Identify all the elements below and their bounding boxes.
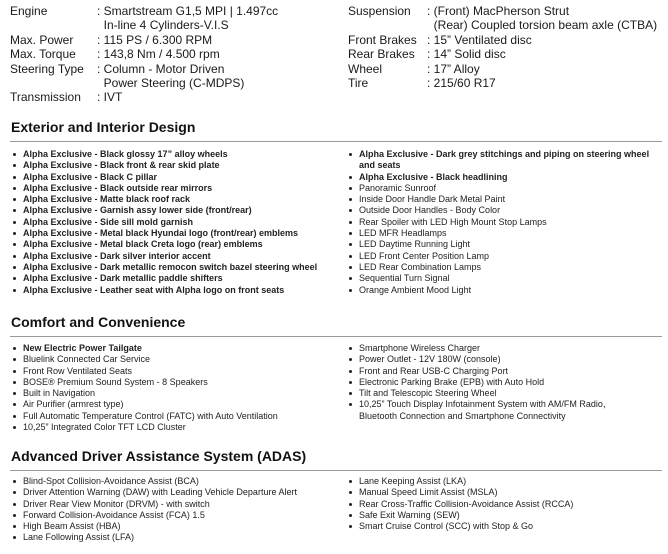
list-item-text: Air Purifier (armrest type) [23, 399, 124, 410]
list-item-text: High Beam Assist (HBA) [23, 521, 121, 532]
section-title-comfort: Comfort and Convenience [11, 314, 186, 330]
list-item [12, 149, 342, 160]
list-item-text: LED Rear Combination Lamps [359, 261, 482, 272]
list-item [348, 194, 660, 205]
list-item [348, 388, 638, 399]
list-item [348, 366, 638, 377]
list-item-text: Alpha Exclusive - Metal black Hyundai logo (front/rear) emblems [23, 228, 299, 239]
adas-list-right [348, 476, 660, 532]
spec-label [348, 18, 427, 32]
list-item [12, 172, 342, 183]
list-item [348, 239, 660, 250]
list-item [12, 273, 342, 284]
spec-label: Front Brakes [348, 32, 417, 47]
list-item-text: LED MFR Headlamps [359, 228, 447, 239]
spec-value: (Rear) Coupled torsion beam axle (CTBA) [427, 18, 658, 33]
list-item [12, 388, 342, 399]
spec-row [348, 4, 657, 18]
spec-row [348, 62, 657, 76]
list-item-text: Orange Ambient Mood Light [359, 284, 472, 295]
list-item-text: Forward Collision-Avoidance Assist (FCA) 1.5 [23, 509, 205, 520]
spec-row [10, 90, 278, 104]
spec-value: : 17” Alloy [427, 61, 480, 76]
list-item [12, 476, 342, 487]
spec-value: : Smartstream G1,5 MPI | 1.497cc [97, 4, 279, 18]
section-title-exterior: Exterior and Interior Design [11, 119, 196, 135]
list-item-text: Alpha Exclusive - Dark metallic paddle shifters [23, 273, 223, 284]
list-item [348, 285, 660, 296]
spec-label: Engine [10, 4, 48, 18]
spec-row [10, 62, 278, 76]
spec-label [10, 76, 97, 90]
list-item-text: Alpha Exclusive - Metal black Creta logo (rear) emblems [23, 239, 263, 250]
list-item [348, 228, 660, 239]
spec-column-right [348, 4, 657, 90]
list-item-text: Rear Spoiler with LED High Mount Stop Lamps [359, 216, 547, 227]
list-item-text: Blind-Spot Collision-Avoidance Assist (BCA) [23, 476, 199, 486]
section-divider [10, 470, 662, 471]
list-item [348, 172, 660, 183]
list-item-text: Manual Speed Limit Assist (MSLA) [359, 487, 498, 498]
list-item-text: Alpha Exclusive - Black outside rear mirrors [23, 182, 213, 193]
list-item-text: Alpha Exclusive - Dark grey stitchings and piping on steering wheel and seats [359, 149, 650, 171]
list-item-text: Alpha Exclusive - Garnish assy lower side (front/rear) [23, 205, 252, 216]
spec-row [10, 18, 278, 32]
spec-value: : (Front) MacPherson Strut [427, 4, 570, 18]
list-item-text: Driver Rear View Monitor (DRVM) - with switch [23, 498, 210, 509]
list-item-text: LED Daytime Running Light [359, 239, 471, 250]
list-item [12, 354, 342, 365]
list-item [12, 205, 342, 216]
list-item [12, 343, 342, 354]
spec-label: Steering Type [10, 61, 84, 76]
list-item-text: Full Automatic Temperature Control (FATC) with Auto Ventilation [23, 410, 278, 421]
list-item-text: Tilt and Telescopic Steering Wheel [359, 388, 497, 399]
spec-label: Max. Torque [10, 47, 76, 62]
list-item [12, 239, 342, 250]
list-item-text: Alpha Exclusive - Dark silver interior accent [23, 250, 211, 261]
section-divider [10, 336, 662, 337]
list-item-text: Smartphone Wireless Charger [359, 343, 481, 353]
list-item [12, 377, 342, 388]
comfort-list-right [348, 343, 638, 422]
list-item [348, 487, 660, 498]
section-divider [10, 141, 662, 142]
list-item [348, 343, 638, 354]
section-title-adas: Advanced Driver Assistance System (ADAS) [11, 448, 307, 464]
list-item-text: Alpha Exclusive - Dark metallic remocon switch bazel steering wheel [23, 261, 318, 272]
list-item-text: Alpha Exclusive - Black glossy 17” alloy wheels [23, 149, 228, 159]
list-item-text: Smart Cruise Control (SCC) with Stop & Go [359, 521, 534, 532]
spec-value: : Column - Motor Driven [97, 61, 225, 76]
list-item-text: Alpha Exclusive - Black front & rear skid plate [23, 160, 220, 171]
spec-value: : 215/60 R17 [427, 76, 496, 91]
spec-row [348, 18, 657, 32]
list-item [12, 228, 342, 239]
list-item [12, 532, 342, 543]
list-item [12, 366, 342, 377]
list-item [348, 262, 660, 273]
list-item [12, 262, 342, 273]
list-item-text: 10,25” Integrated Color TFT LCD Cluster [23, 422, 186, 433]
list-item [12, 285, 342, 296]
list-item [348, 399, 638, 422]
spec-value: : IVT [97, 90, 123, 105]
list-item-text: Sequential Turn Signal [359, 273, 450, 284]
list-item [348, 149, 660, 172]
spec-row [10, 33, 278, 47]
list-item-text: Alpha Exclusive - Leather seat with Alpha logo on front seats [23, 284, 285, 295]
spec-row [10, 47, 278, 61]
list-item [348, 377, 638, 388]
spec-value: : 143,8 Nm / 4.500 rpm [97, 47, 220, 62]
spec-label [10, 18, 97, 32]
list-item [12, 422, 342, 433]
list-item-text: Lane Keeping Assist (LKA) [359, 476, 467, 486]
spec-row [348, 33, 657, 47]
spec-label: Max. Power [10, 32, 74, 47]
list-item-text: Rear Cross-Traffic Collision-Avoidance Assist (RCCA) [359, 498, 574, 509]
list-item [12, 521, 342, 532]
exterior-list-left [12, 149, 342, 296]
list-item [12, 183, 342, 194]
list-item [348, 217, 660, 228]
list-item-text: Front and Rear USB-C Charging Port [359, 365, 509, 376]
list-item-text: Alpha Exclusive - Side sill mold garnish [23, 216, 194, 227]
spec-label: Transmission [10, 90, 81, 105]
list-item [12, 217, 342, 228]
list-item-text: Front Row Ventilated Seats [23, 365, 133, 376]
list-item-text: Safe Exit Warning (SEW) [359, 509, 460, 520]
list-item-text: Inside Door Handle Dark Metal Paint [359, 194, 506, 205]
list-item-text: Alpha Exclusive - Black C pillar [23, 171, 158, 182]
list-item [12, 487, 342, 498]
spec-value: : 14” Solid disc [427, 47, 506, 62]
list-item [12, 160, 342, 171]
list-item [348, 273, 660, 284]
list-item [348, 183, 660, 194]
list-item-text: Electronic Parking Brake (EPB) with Auto Hold [359, 376, 545, 387]
list-item [12, 510, 342, 521]
list-item-text: New Electric Power Tailgate [23, 343, 142, 353]
exterior-list-right [348, 149, 660, 296]
list-item [348, 476, 660, 487]
adas-list-left [12, 476, 342, 544]
list-item [348, 510, 660, 521]
list-item [348, 521, 660, 532]
spec-table [10, 4, 660, 108]
list-item [348, 205, 660, 216]
list-item-text: Lane Following Assist (LFA) [23, 532, 135, 543]
list-item-text: BOSE® Premium Sound System - 8 Speakers [23, 376, 208, 387]
comfort-list-left [12, 343, 342, 433]
list-item-text: LED Front Center Position Lamp [359, 250, 490, 261]
spec-value: Power Steering (C-MDPS) [97, 76, 245, 91]
spec-value: : 115 PS / 6.300 RPM [97, 32, 213, 47]
list-item-text: Outside Door Handles - Body Color [359, 205, 501, 216]
list-item-text: Alpha Exclusive - Matte black roof rack [23, 194, 191, 205]
list-item-text: Driver Attention Warning (DAW) with Leading Vehicle Departure Alert [23, 487, 297, 498]
list-item-text: Alpha Exclusive - Black headlining [359, 171, 508, 182]
list-item [12, 251, 342, 262]
list-item [12, 411, 342, 422]
spec-label: Wheel [348, 61, 383, 76]
spec-row [348, 76, 657, 90]
list-item-text: 10,25” Touch Display Infotainment System with AM/FM Radio, Bluetooth Connection and Smartphone Connectivity [359, 399, 606, 421]
spec-label: Tire [348, 76, 369, 91]
spec-row [10, 4, 278, 18]
list-item [12, 499, 342, 510]
spec-row [348, 47, 657, 61]
list-item-text: Power Outlet - 12V 180W (console) [359, 354, 501, 365]
spec-column-left [10, 4, 278, 105]
list-item [12, 194, 342, 205]
spec-row [10, 76, 278, 90]
spec-value: : 15” Ventilated disc [427, 32, 532, 47]
spec-label: Suspension [348, 4, 411, 18]
list-item-text: Built in Navigation [23, 388, 96, 399]
list-item [348, 354, 638, 365]
spec-value: In-line 4 Cylinders-V.I.S [97, 18, 229, 33]
spec-label: Rear Brakes [348, 47, 415, 62]
list-item [348, 499, 660, 510]
list-item [348, 251, 660, 262]
list-item [12, 399, 342, 410]
list-item-text: Panoramic Sunroof [359, 182, 437, 193]
list-item-text: Bluelink Connected Car Service [23, 354, 151, 365]
